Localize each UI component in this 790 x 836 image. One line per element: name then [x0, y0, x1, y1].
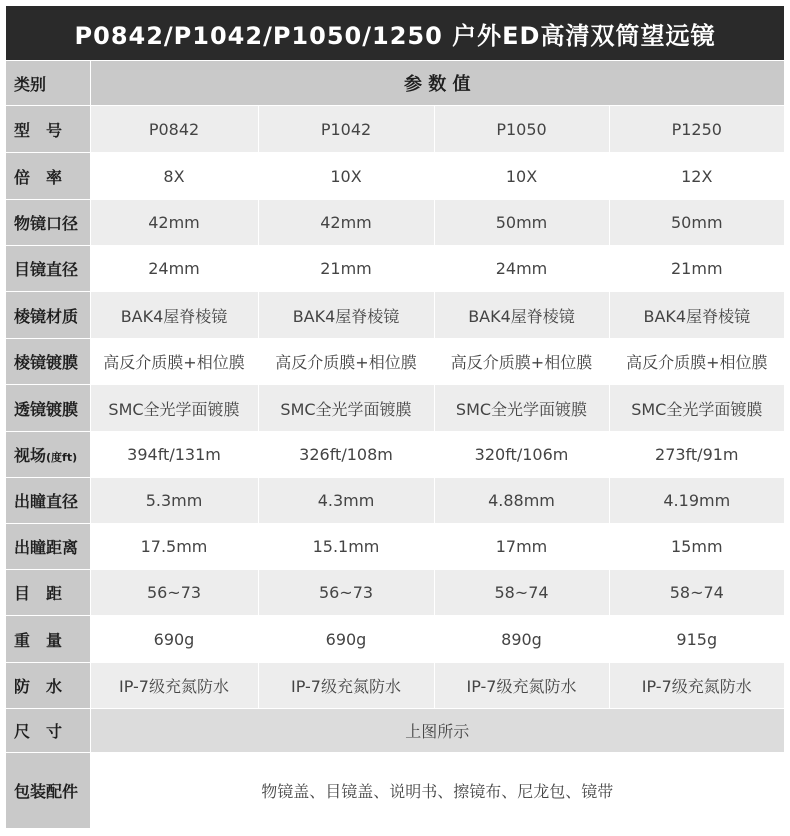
table-row: [6, 246, 784, 292]
value-cell-p0842: 56~73: [90, 570, 258, 616]
row-label-text: 物镜口径: [14, 214, 79, 233]
package-contents: 物镜盖、目镜盖、说明书、擦镜布、尼龙包、镜带: [90, 753, 784, 828]
category-header: 类别: [6, 61, 90, 106]
value-cell-p0842: 394ft/131m: [90, 432, 258, 478]
value-cell-p1042: 690g: [258, 616, 434, 663]
row-label: [6, 339, 90, 385]
row-label-text: 目 距: [14, 584, 63, 603]
value-cell-p0842: 高反介质膜+相位膜: [90, 339, 258, 385]
value-cell-p0842: BAK4屋脊棱镜: [90, 292, 258, 339]
value-cell-p1042: 42mm: [258, 200, 434, 246]
value-cell-p1042: BAK4屋脊棱镜: [258, 292, 434, 339]
value-cell-p1250: IP-7级充氮防水: [609, 663, 784, 709]
value-cell-p1042: SMC全光学面镀膜: [258, 385, 434, 432]
value-cell-p1050: 58~74: [434, 570, 609, 616]
row-label-text: 出瞳直径: [14, 492, 79, 511]
row-label: [6, 246, 90, 292]
value-cell-p1250: 4.19mm: [609, 478, 784, 524]
table-row: [6, 432, 784, 478]
value-cell-p0842: 17.5mm: [90, 524, 258, 570]
value-cell-p1250: 50mm: [609, 200, 784, 246]
value-cell-p0842: 42mm: [90, 200, 258, 246]
value-cell-p0842: SMC全光学面镀膜: [90, 385, 258, 432]
row-label-text: 型 号: [14, 120, 63, 140]
value-cell-p1250: 高反介质膜+相位膜: [609, 339, 784, 385]
table-row: [6, 385, 784, 432]
row-label: [6, 106, 90, 153]
row-label: [6, 524, 90, 570]
row-label: [6, 616, 90, 663]
value-cell-p1050: P1050: [434, 106, 609, 153]
table-row: [6, 663, 784, 709]
row-label-text: 棱镜镀膜: [14, 353, 79, 372]
product-title-banner: [6, 6, 784, 60]
value-cell-p1042: 4.3mm: [258, 478, 434, 524]
value-cell-p0842: IP-7级充氮防水: [90, 663, 258, 709]
value-cell-p1250: 12X: [609, 153, 784, 200]
value-cell-p1050: 17mm: [434, 524, 609, 570]
table-row: [6, 200, 784, 246]
value-cell-p1042: 高反介质膜+相位膜: [258, 339, 434, 385]
row-label-text: 出瞳距离: [14, 538, 79, 557]
table-row: [6, 339, 784, 385]
product-title: P0842/P1042/P1050/1250 户外ED高清双筒望远镜: [74, 21, 716, 50]
table-row-package: [6, 753, 784, 828]
value-cell-p1250: 15mm: [609, 524, 784, 570]
row-label: 尺 寸: [6, 709, 90, 753]
row-label-text: 棱镜材质: [14, 306, 79, 326]
value-cell-p0842: P0842: [90, 106, 258, 153]
table-row: [6, 106, 784, 153]
row-label: [6, 432, 90, 478]
value-cell-p1050: BAK4屋脊棱镜: [434, 292, 609, 339]
table-header-row: [6, 61, 784, 106]
row-label-text: 防 水: [14, 677, 63, 696]
table-row: [6, 478, 784, 524]
value-cell-p1050: SMC全光学面镀膜: [434, 385, 609, 432]
value-cell-p0842: 690g: [90, 616, 258, 663]
row-label: 包装配件: [6, 753, 90, 828]
value-cell-p1042: 10X: [258, 153, 434, 200]
row-label: [6, 385, 90, 432]
value-cell-p1250: BAK4屋脊棱镜: [609, 292, 784, 339]
value-header: 参 数 值: [90, 61, 784, 106]
value-cell-p0842: 24mm: [90, 246, 258, 292]
spec-table: [6, 60, 784, 828]
row-label: [6, 478, 90, 524]
row-label-text: 视场: [14, 446, 47, 465]
value-cell-p1042: P1042: [258, 106, 434, 153]
value-cell-p1042: 326ft/108m: [258, 432, 434, 478]
value-cell-p1250: 21mm: [609, 246, 784, 292]
row-label-text: 目镜直径: [14, 260, 79, 279]
value-cell-p1050: 10X: [434, 153, 609, 200]
table-row-size: [6, 709, 784, 753]
size-value: 上图所示: [90, 709, 784, 753]
row-label: [6, 292, 90, 339]
row-label: [6, 200, 90, 246]
row-label-suffix: (度ft): [46, 451, 78, 464]
table-row: [6, 616, 784, 663]
row-label-text: 透镜镀膜: [14, 399, 79, 419]
value-cell-p1050: 高反介质膜+相位膜: [434, 339, 609, 385]
row-label: [6, 663, 90, 709]
row-label: [6, 570, 90, 616]
value-cell-p1250: 58~74: [609, 570, 784, 616]
value-cell-p1250: 273ft/91m: [609, 432, 784, 478]
value-cell-p1250: SMC全光学面镀膜: [609, 385, 784, 432]
row-label-text: 重 量: [14, 630, 63, 650]
table-row: [6, 524, 784, 570]
table-row: [6, 153, 784, 200]
value-cell-p1050: 320ft/106m: [434, 432, 609, 478]
table-row: [6, 570, 784, 616]
value-cell-p1042: IP-7级充氮防水: [258, 663, 434, 709]
value-cell-p1050: 890g: [434, 616, 609, 663]
value-cell-p1042: 15.1mm: [258, 524, 434, 570]
value-cell-p1050: 4.88mm: [434, 478, 609, 524]
value-cell-p1050: 50mm: [434, 200, 609, 246]
value-cell-p1042: 21mm: [258, 246, 434, 292]
value-cell-p1050: IP-7级充氮防水: [434, 663, 609, 709]
value-cell-p1250: P1250: [609, 106, 784, 153]
row-label-text: 倍 率: [14, 167, 63, 187]
value-cell-p0842: 8X: [90, 153, 258, 200]
value-cell-p0842: 5.3mm: [90, 478, 258, 524]
row-label: [6, 153, 90, 200]
value-cell-p1250: 915g: [609, 616, 784, 663]
table-row: [6, 292, 784, 339]
value-cell-p1050: 24mm: [434, 246, 609, 292]
value-cell-p1042: 56~73: [258, 570, 434, 616]
